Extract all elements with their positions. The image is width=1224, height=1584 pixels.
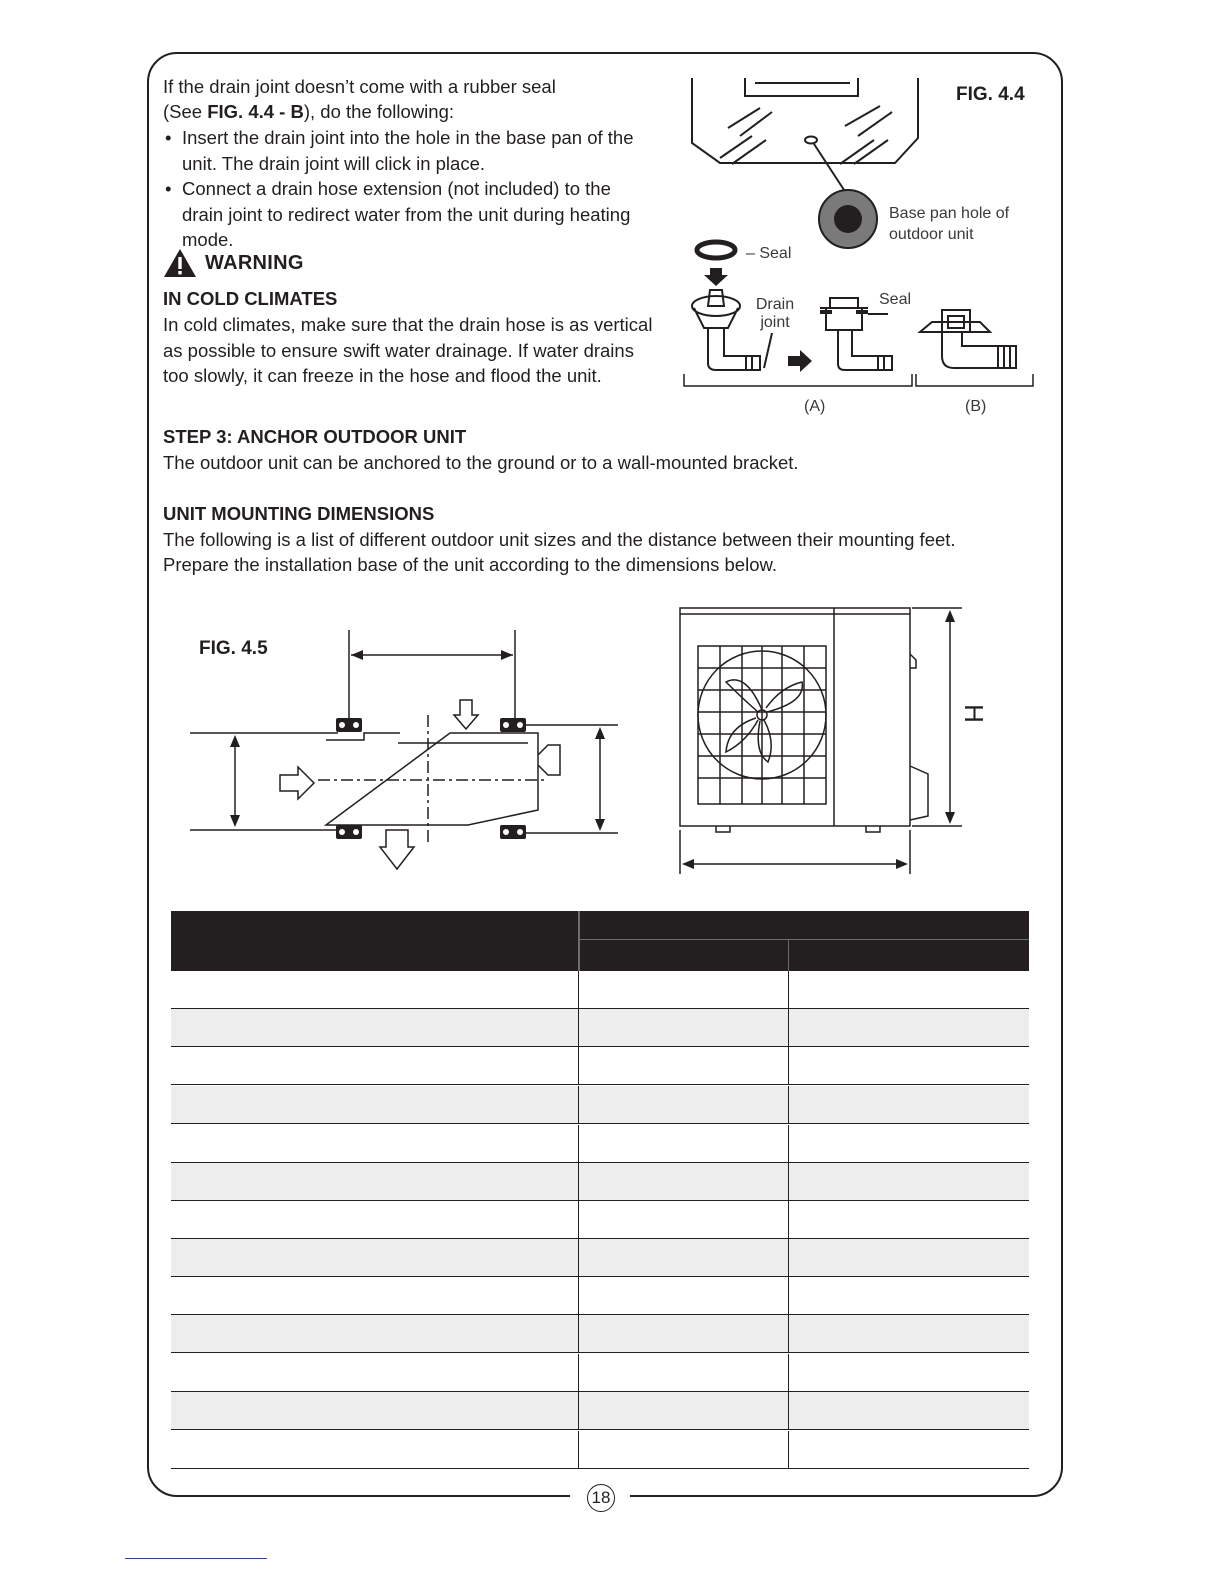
table-row (171, 1277, 1029, 1315)
panel-a-label: (A) (804, 398, 826, 415)
fig-4-5-front-view-diagram (676, 602, 986, 877)
table-row (171, 1201, 1029, 1239)
fig-4-5-top-view-diagram (188, 625, 628, 875)
cold-climates-body: In cold climates, make sure that the drain hose is as vertical as possible to ensure swift water drainage. If water drains too slowly, it can freeze in the hose and flood the unit. (163, 314, 653, 386)
table-row (171, 1315, 1029, 1353)
cold-climates-heading: IN COLD CLIMATES (163, 288, 338, 309)
table-header-subdivider (788, 940, 789, 971)
table-row (171, 971, 1029, 1009)
warning-triangle-icon (163, 248, 197, 278)
warning-banner (163, 248, 304, 278)
table-row (171, 1354, 1029, 1392)
mounting-body-line-1: The following is a list of different outdoor unit sizes and the distance between their mounting feet. (163, 529, 956, 550)
mounting-heading: UNIT MOUNTING DIMENSIONS (163, 503, 435, 524)
fig-4-4-label: FIG. 4.4 (956, 84, 1025, 105)
table-row (171, 1009, 1029, 1047)
seal-caption-b: Seal (879, 291, 912, 308)
height-label: H (958, 704, 989, 723)
table-row (171, 1047, 1029, 1085)
fig-4-5-label: FIG. 4.5 (199, 638, 268, 659)
table-row (171, 1163, 1029, 1201)
intro-line-2: (See FIG. 4.4 - B), do the following: (163, 101, 455, 122)
table-row (171, 1431, 1029, 1469)
page-number: 18 (587, 1484, 615, 1512)
seal-caption: – Seal (746, 245, 792, 262)
table-row (171, 1392, 1029, 1430)
panel-b-label: (B) (965, 398, 987, 415)
intro-line-1: If the drain joint doesn’t come with a rubber seal (163, 76, 556, 97)
table-row (171, 1086, 1029, 1124)
footer-link-underline[interactable] (125, 1558, 267, 1559)
table-header-divider (578, 911, 580, 971)
step-3-body: The outdoor unit can be anchored to the ground or to a wall-mounted bracket. (163, 452, 799, 473)
table-row (171, 1125, 1029, 1163)
step-3-heading: STEP 3: ANCHOR OUTDOOR UNIT (163, 426, 467, 447)
dimensions-table-header (171, 911, 1029, 971)
fig-reference: FIG. 4.4 - B (207, 101, 304, 122)
table-header-subdivider (580, 939, 1029, 940)
bullet-item: • Insert the drain joint into the hole in the base pan of the unit. The drain joint will click in place. (163, 125, 653, 176)
intro-bullet-list (163, 125, 653, 253)
drain-joint-caption: Drain joint (755, 296, 795, 331)
mounting-body-line-2: Prepare the installation base of the unit according to the dimensions below. (163, 554, 777, 575)
warning-label: WARNING (205, 251, 304, 274)
table-row (171, 1239, 1029, 1277)
bullet-item: • Connect a drain hose extension (not included) to the drain joint to redirect water from the unit during heating mode. (163, 176, 653, 253)
base-pan-caption: Base pan hole of outdoor unit (889, 205, 1010, 243)
